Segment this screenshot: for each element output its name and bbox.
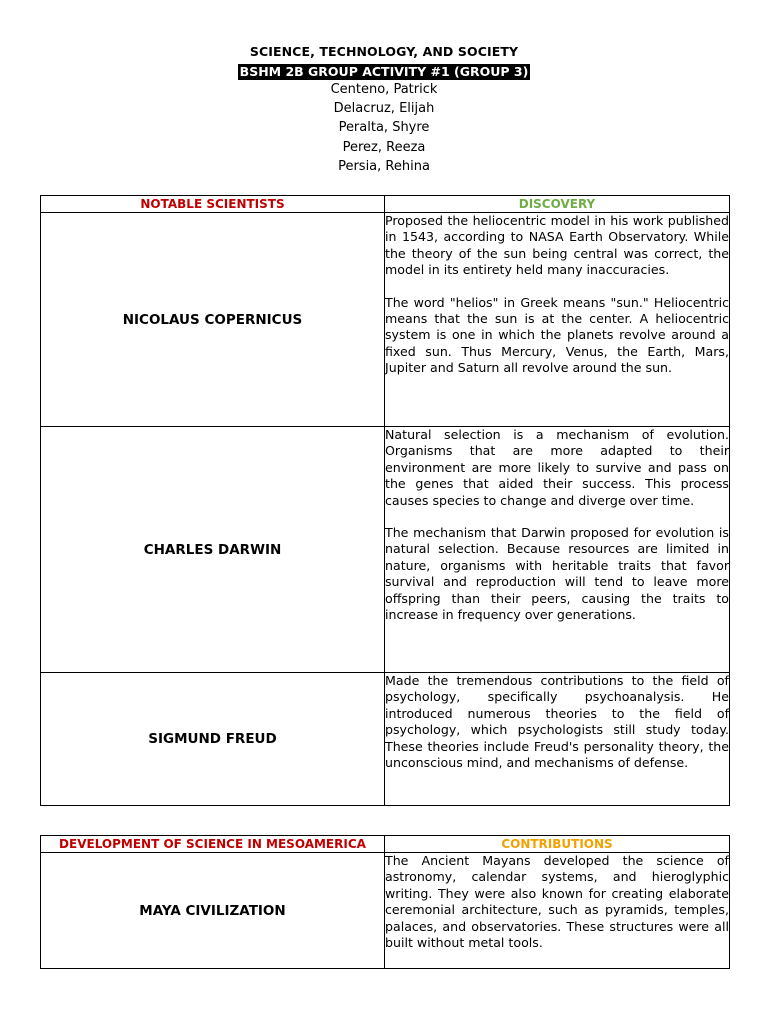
group-member: Persia, Rehina	[338, 158, 430, 174]
document-header	[0, 42, 768, 176]
group-member: Centeno, Patrick	[330, 82, 438, 97]
discovery-description	[385, 213, 730, 427]
discovery-description	[385, 673, 730, 806]
group-member: Delacruz, Elijah	[333, 101, 435, 117]
discovery-description	[385, 427, 730, 673]
contribution-description	[385, 853, 730, 969]
document-subtitle: BSHM 2B GROUP ACTIVITY #1 (GROUP 3)	[239, 63, 529, 79]
description-paragraph: Natural selection is a mechanism of evolution. Organisms that are more adapted to their environment are more likely to survive and pass on the genes that aided their success. This process causes species to change and diverge over time.	[385, 427, 729, 508]
civilization-name: MAYA CIVILIZATION	[41, 853, 385, 969]
group-member: Peralta, Shyre	[338, 120, 430, 136]
description-paragraph: The Ancient Mayans developed the science of astronomy, calendar systems, and hieroglyphic writing. They were also known for creating elaborate ceremonial architecture, such as pyramids, temples, palaces, and observatories. These structures were all built without metal tools.	[385, 853, 729, 951]
table-row	[41, 673, 730, 806]
table-row	[41, 853, 730, 969]
table-row	[41, 213, 730, 427]
development-column-header: DEVELOPMENT OF SCIENCE IN MESOAMERICA	[41, 836, 385, 853]
description-paragraph: The mechanism that Darwin proposed for evolution is natural selection. Because resources are limited in nature, organisms with heritable traits that favor survival and reproduction will tend to leave more offspring than their peers, causing the traits to increase in frequency over generations.	[385, 525, 729, 623]
group-member: Perez, Reeza	[342, 139, 426, 155]
scientist-name: CHARLES DARWIN	[41, 427, 385, 673]
description-paragraph: Proposed the heliocentric model in his work published in 1543, according to NASA Earth Observatory. While the theory of the sun being central was correct, the model in its entirety held many inaccuracies.	[385, 213, 729, 278]
scientist-name: NICOLAUS COPERNICUS	[41, 213, 385, 427]
contributions-column-header: CONTRIBUTIONS	[385, 836, 730, 853]
description-paragraph: The word "helios" in Greek means "sun." Heliocentric means that the sun is at the center. A heliocentric system is one in which the planets revolve around a fixed sun. Thus Mercury, Venus, the Earth, Mars, Jupiter and Saturn all revolve around the sun.	[385, 294, 729, 376]
discovery-column-header: DISCOVERY	[385, 196, 730, 213]
document-title: SCIENCE, TECHNOLOGY, AND SOCIETY	[249, 44, 519, 59]
description-paragraph: Made the tremendous contributions to the field of psychology, specifically psychoanalysis. He introduced numerous theories to the field of psychology, which psychologists still study today. These theories include Freud's personality theory, the unconscious mind, and mechanisms of defense.	[385, 673, 729, 771]
scientists-table	[40, 195, 730, 806]
mesoamerica-table	[40, 835, 730, 969]
scientists-column-header: NOTABLE SCIENTISTS	[41, 196, 385, 213]
scientist-name: SIGMUND FREUD	[41, 673, 385, 806]
table-row	[41, 427, 730, 673]
